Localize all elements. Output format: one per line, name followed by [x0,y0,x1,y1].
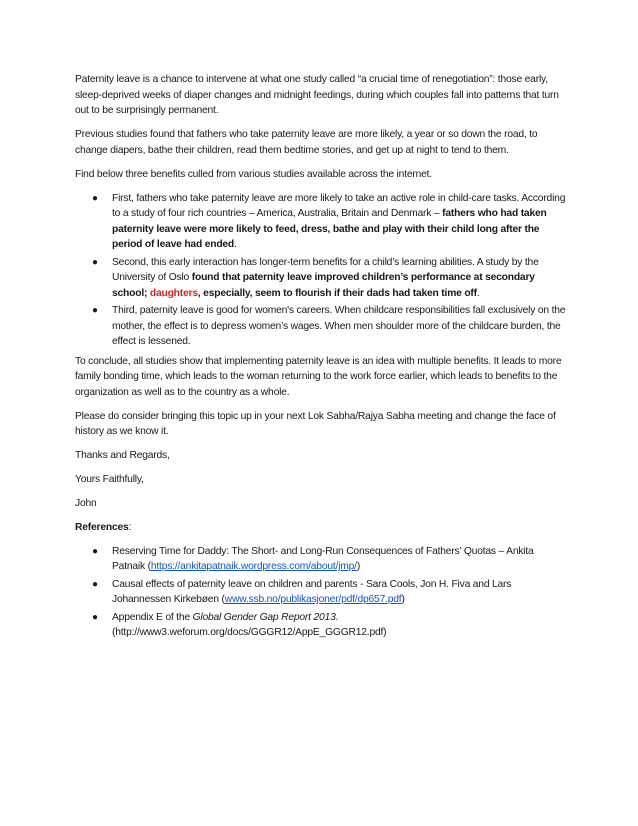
thanks-line: Thanks and Regards, [75,450,170,461]
reference-1-link[interactable]: https://ankitapatnaik.wordpress.com/about/jmp/ [150,561,357,572]
benefit-item-1 [75,191,567,253]
benefit-2-text: Second, this early interaction has longer-term benefits for a child’s learning abilities. A study by the University of Oslo [112,256,539,283]
bullet-icon: ● [92,256,98,268]
reference-2-close: ) [401,594,405,605]
reference-1-close: ) [356,561,361,572]
benefits-list [75,191,567,350]
reference-3-title: Global Gender Gap Report 2013 [192,611,336,623]
conclusion-paragraph: To conclude, all studies show that implementing paternity leave is an idea with multiple benefits. It leads to more family bonding time, which leads to the woman returning to the work force earlier, which leads to benefits to the organization as well as to the country as a whole. [75,355,562,398]
reference-item-1 [75,544,567,575]
benefit-1-text: First, fathers who take paternity leave are more likely to take an active role in child-care tasks. According to a study of four rich countries – America, Australia, Britain and Denmark – [112,192,566,219]
reference-item-2 [75,577,567,608]
bullet-icon: ● [92,611,98,623]
benefit-1-bold: fathers who had taken paternity leave were more likely to feed, dress, bathe and play with their child long after the period of leave had ended [112,208,547,250]
request-paragraph: Please do consider bringing this topic up in your next Lok Sabha/Rajya Sabha meeting and change the face of history as we know it. [75,410,556,437]
yours-faithfully-line: Yours Faithfully, [75,474,144,485]
benefit-2-bold: found that paternity leave improved children’s performance at secondary school; [112,272,535,299]
references-heading-text: References [75,522,129,533]
reference-2-link[interactable]: www.ssb.no/publikasjoner/pdf/dp657.pdf [224,594,402,605]
reference-3-url: . (http://www3.weforum.org/docs/GGGR12/AppE_GGGR12.pdf) [112,611,387,638]
reference-item-3 [75,610,567,641]
reference-2-text: Causal effects of paternity leave on children and parents - Sara Cools, Jon H. Fiva and Lars Johannessen Kirkebøen ( [112,578,512,605]
benefit-1-end: . [234,239,237,250]
bullet-icon: ● [92,305,98,316]
benefit-2-bold-continued: , especially, seem to flourish if their dads had taken time off [197,287,477,299]
references-heading [75,520,567,536]
benefit-2-highlight: daughters [149,287,198,299]
benefit-2-end: . [476,287,480,299]
previous-studies-paragraph: Previous studies found that fathers who take paternity leave are more likely, a year or so down the road, to change diapers, bathe their children, read them bedtime stories, and get up at night to tend to them. [75,129,538,156]
signature-name: John [75,498,97,509]
intro-paragraph: Paternity leave is a chance to intervene at what one study called “a crucial time of renegotiation”: those early, sleep-deprived weeks of diaper changes and midnight feedings, during which couples fall into patterns that turn out to be surprisingly permanent. [75,74,559,116]
benefit-item-2 [75,255,567,302]
reference-1-text: Reserving Time for Daddy: The Short- and Long-Run Consequences of Fathers’ Quotas – Ankita Patnaik ( [112,545,534,572]
benefit-3-text: Third, paternity leave is good for women's careers. When childcare responsibilities fall exclusively on the mother, the effect is to depress women’s wages. When men shoulder more of the childcare burden, the effect is lessened. [112,305,566,347]
bullet-icon: ● [92,192,98,204]
references-heading-colon: : [128,522,132,533]
reference-3-text: Appendix E of the [112,611,193,623]
bullet-icon: ● [92,578,98,590]
bullet-icon: ● [92,545,98,557]
benefits-intro-paragraph: Find below three benefits culled from various studies available across the internet. [75,168,432,180]
references-list [75,544,567,641]
document-page [75,72,567,645]
benefit-item-3 [75,303,567,350]
